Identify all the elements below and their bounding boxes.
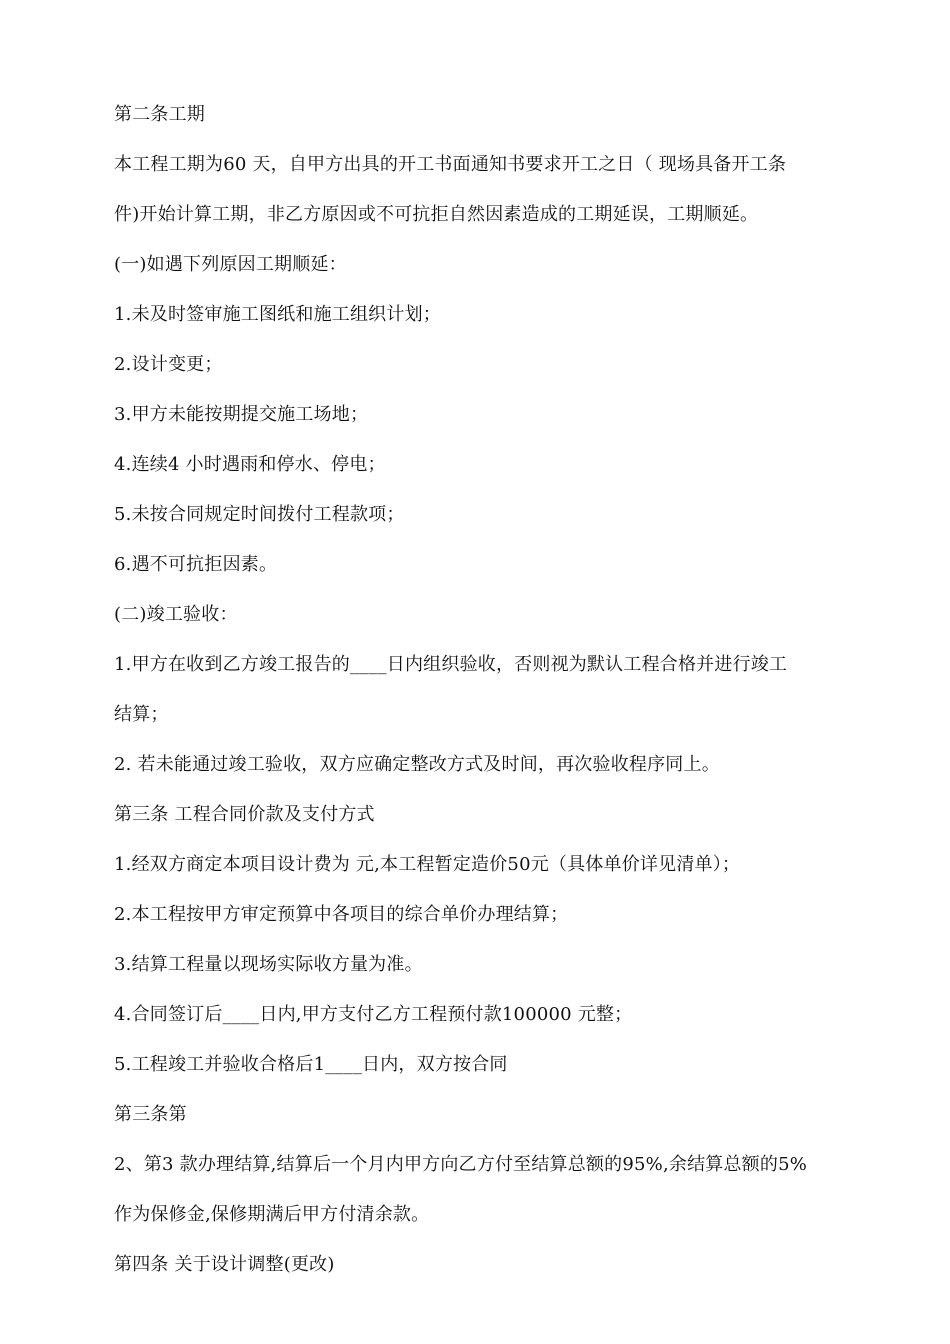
paragraph-line: 2、第3 款办理结算,结算后一个月内甲方向乙方付至结算总额的95%,余结算总额的5% (114, 1154, 808, 1175)
list-item: 2.本工程按甲方审定预算中各项目的综合单价办理结算； (114, 904, 569, 925)
list-item: 6.遇不可抗拒因素。 (114, 554, 278, 575)
article-2-heading: 第二条工期 (114, 104, 205, 125)
list-item: 1.未及时签审施工图纸和施工组织计划； (114, 304, 441, 325)
paragraph-line: 作为保修金,保修期满后甲方付清余款。 (114, 1204, 430, 1225)
list-item: 2. 若未能通过竣工验收，双方应确定整改方式及时间，再次验收程序同上。 (114, 754, 720, 775)
list-item: 1.甲方在收到乙方竣工报告的____日内组织验收，否则视为默认工程合格并进行竣工 (114, 654, 788, 675)
article-3-heading: 第三条 工程合同价款及支付方式 (114, 804, 375, 825)
list-item: 3.甲方未能按期提交施工场地； (114, 404, 369, 425)
list-item: 5.未按合同规定时间拨付工程款项； (114, 504, 405, 525)
list-item: 5.工程竣工并验收合格后1____日内，双方按合同 (114, 1054, 508, 1075)
list-item: 4.合同签订后____日内,甲方支付乙方工程预付款100000 元整； (114, 1004, 633, 1025)
article-4-heading: 第四条 关于设计调整(更改) (114, 1254, 335, 1275)
paragraph-line: 件)开始计算工期，非乙方原因或不可抗拒自然因素造成的工期延误，工期顺延。 (114, 204, 759, 225)
list-item: 4.连续4 小时遇雨和停水、停电； (114, 454, 386, 475)
list-item: 3.结算工程量以现场实际收方量为准。 (114, 954, 423, 975)
list-item: 2.设计变更； (114, 354, 223, 375)
section-heading: (二)竣工验收： (114, 604, 238, 625)
section-heading: (一)如遇下列原因工期顺延： (114, 254, 347, 275)
list-item: 1.经双方商定本项目设计费为 元,本工程暂定造价50元（具体单价详见清单）； (114, 854, 741, 875)
paragraph-line: 结算； (114, 704, 169, 725)
paragraph-line: 第三条第 (114, 1104, 187, 1125)
paragraph-line: 本工程工期为60 天，自甲方出具的开工书面通知书要求开工之日（ 现场具备开工条 (114, 154, 787, 175)
